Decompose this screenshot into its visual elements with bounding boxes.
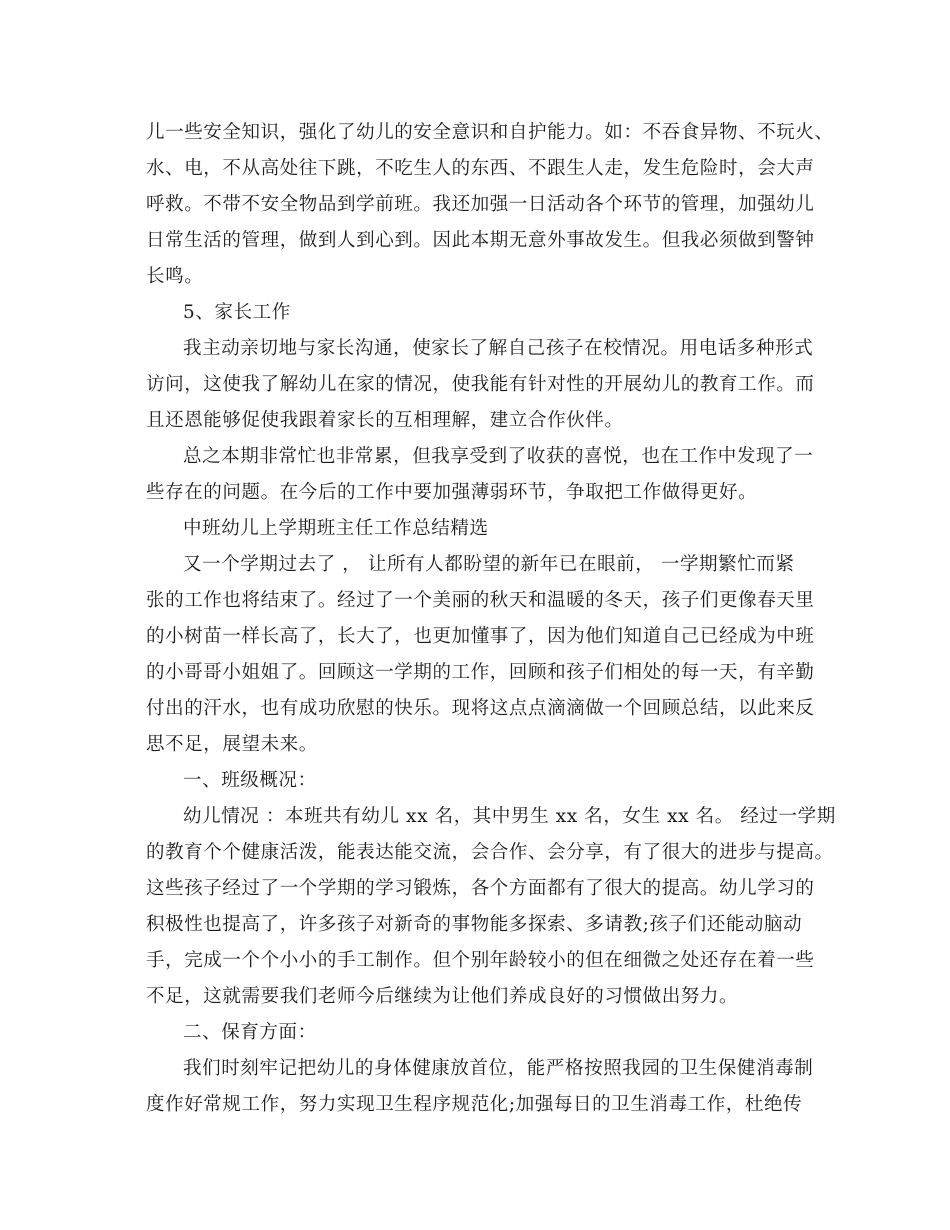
body-text-line: 的小哥哥小姐姐了。回顾这一学期的工作，回顾和孩子们相处的每一天，有辛勤 [146,662,815,683]
paragraph-first-line: 我主动亲切地与家长沟通，使家长了解自己孩子在校情况。用电话多种形式 [183,338,814,359]
body-text-line: 且还恩能够促使我跟着家长的互相理解，建立合作伙伴。 [146,410,624,431]
body-text-line: 张的工作也将结束了。经过了一个美丽的秋天和温暖的冬天，孩子们更像春天里 [146,590,815,611]
body-text-line: 不足，这就需要我们老师今后继续为让他们养成良好的习惯做出努力。 [146,986,739,1007]
section-heading: 二、保育方面： [183,1022,317,1043]
body-text-line: 的教育个个健康活泼，能表达能交流，会合作、会分享，有了很大的进步与提高。 [146,842,834,863]
body-text-line: 日常生活的管理，做到人到心到。因此本期无意外事故发生。但我必须做到警钟 [146,230,815,251]
body-text-line: 手，完成一个个小小的手工制作。但个别年龄较小的但在细微之处还存在着一些 [146,950,815,971]
body-text-line: 度作好常规工作，努力实现卫生程序规范化;加强每日的卫生消毒工作，杜绝传 [146,1094,803,1115]
body-text-line: 的小树苗一样长高了，长大了，也更加懂事了，因为他们知道自己已经成为中班 [146,626,815,647]
body-text-line: 些存在的问题。在今后的工作中要加强薄弱环节，争取把工作做得更好。 [146,482,758,503]
body-text-line: 思不足，展望未来。 [146,734,318,755]
body-text-line: 这些孩子经过了一个学期的学习锻炼，各个方面都有了很大的提高。幼儿学习的 [146,878,815,899]
body-text-line: 长鸣。 [146,266,204,287]
paragraph-first-line: 我们时刻牢记把幼儿的身体健康放首位，能严格按照我园的卫生保健消毒制 [183,1058,814,1079]
document-title: 中班幼儿上学期班主任工作总结精选 [183,518,489,539]
body-text-line: 积极性也提高了，许多孩子对新奇的事物能多探索、多请教;孩子们还能动脑动 [146,914,803,935]
body-text-line: 水、电，不从高处往下跳，不吃生人的东西、不跟生人走，发生危险时，会大声 [146,158,815,179]
paragraph-first-line: 幼儿情况 ：本班共有幼儿 xx 名，其中男生 xx 名，女生 xx 名。 经过一学期 [183,806,836,827]
body-text-line: 访问，这使我了解幼儿在家的情况，使我能有针对性的开展幼儿的教育工作。而 [146,374,815,395]
body-text-line: 儿一些安全知识，强化了幼儿的安全意识和自护能力。如：不吞食异物、不玩火、 [146,122,834,143]
body-text-line: 呼救。不带不安全物品到学前班。我还加强一日活动各个环节的管理，加强幼儿 [146,194,815,215]
paragraph-first-line: 又一个学期过去了 ， 让所有人都盼望的新年已在眼前， 一学期繁忙而紧 [183,554,795,575]
section-heading: 5、家长工作 [183,302,291,323]
paragraph-first-line: 总之本期非常忙也非常累，但我享受到了收获的喜悦，也在工作中发现了一 [183,446,814,467]
body-text-line: 付出的汗水，也有成功欣慰的快乐。现将这点点滴滴做一个回顾总结，以此来反 [146,698,815,719]
section-heading: 一、班级概况： [183,770,317,791]
